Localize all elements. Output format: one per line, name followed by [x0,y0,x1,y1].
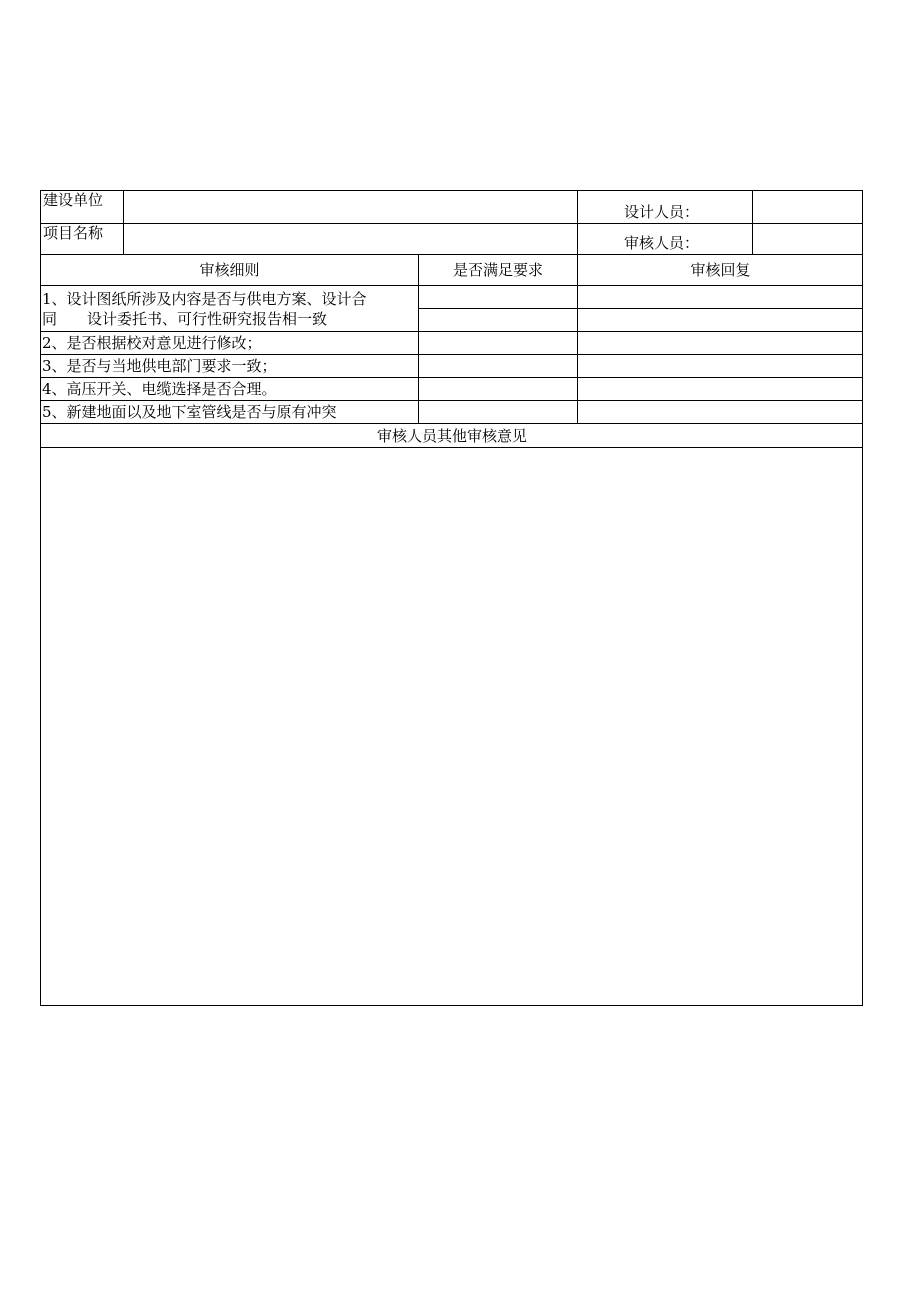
meets-requirement-header [418,254,577,285]
criterion-4-meets-cell[interactable] [418,377,577,400]
criterion-row-4 [40,377,418,400]
criterion-1-reply-cell-b[interactable] [577,308,863,331]
other-opinions-header [40,423,863,447]
other-opinions-title: 审核人员其他审核意见 [376,426,527,445]
criterion-3-text: 3、是否与当地供电部门要求一致； [42,357,277,375]
review-form [40,190,863,1006]
criterion-row-2 [40,331,418,354]
reviewer-field[interactable] [752,223,863,254]
criterion-2-meets-cell[interactable] [418,331,577,354]
review-reply-header-text: 审核回复 [690,261,751,279]
criterion-4-reply-cell[interactable] [577,377,863,400]
criterion-5-text: 5、新建地面以及地下室管线是否与原有冲突 [42,403,337,421]
criteria-header [40,254,418,285]
criterion-2-text: 2、是否根据校对意见进行修改； [42,334,262,352]
criterion-1-line-2: 同 设计委托书、可行性研究报告相一致 [42,310,328,328]
criterion-2-reply-cell[interactable] [577,331,863,354]
criterion-1-reply-cell-a[interactable] [577,285,863,308]
meets-requirement-header-text: 是否满足要求 [452,261,543,279]
construction-unit-label-text: 建设单位 [43,191,104,209]
criteria-header-text: 审核细则 [199,261,260,279]
criterion-1-meets-cell-b[interactable] [418,308,577,331]
designer-field[interactable] [752,190,863,223]
reviewer-label-cell [577,223,752,254]
criterion-4-text: 4、高压开关、电缆选择是否合理。 [42,380,277,398]
designer-label: 设计人员： [624,203,700,221]
designer-label-cell [577,190,752,223]
criterion-row-5 [40,400,418,423]
project-name-field[interactable] [123,223,577,254]
criterion-1-meets-cell-a[interactable] [418,285,577,308]
criterion-row-3 [40,354,418,377]
construction-unit-field[interactable] [123,190,577,223]
criterion-3-reply-cell[interactable] [577,354,863,377]
criterion-1-line-1: 1、设计图纸所涉及内容是否与供电方案、设计合 [42,290,367,308]
reviewer-label: 审核人员： [624,234,700,252]
criterion-5-reply-cell[interactable] [577,400,863,423]
review-reply-header [577,254,863,285]
construction-unit-label [40,190,123,223]
project-name-label-text: 项目名称 [43,224,104,242]
project-name-label [40,223,123,254]
criterion-3-meets-cell[interactable] [418,354,577,377]
criterion-5-meets-cell[interactable] [418,400,577,423]
criterion-row-1 [40,285,418,331]
other-opinions-area[interactable] [40,447,863,1006]
